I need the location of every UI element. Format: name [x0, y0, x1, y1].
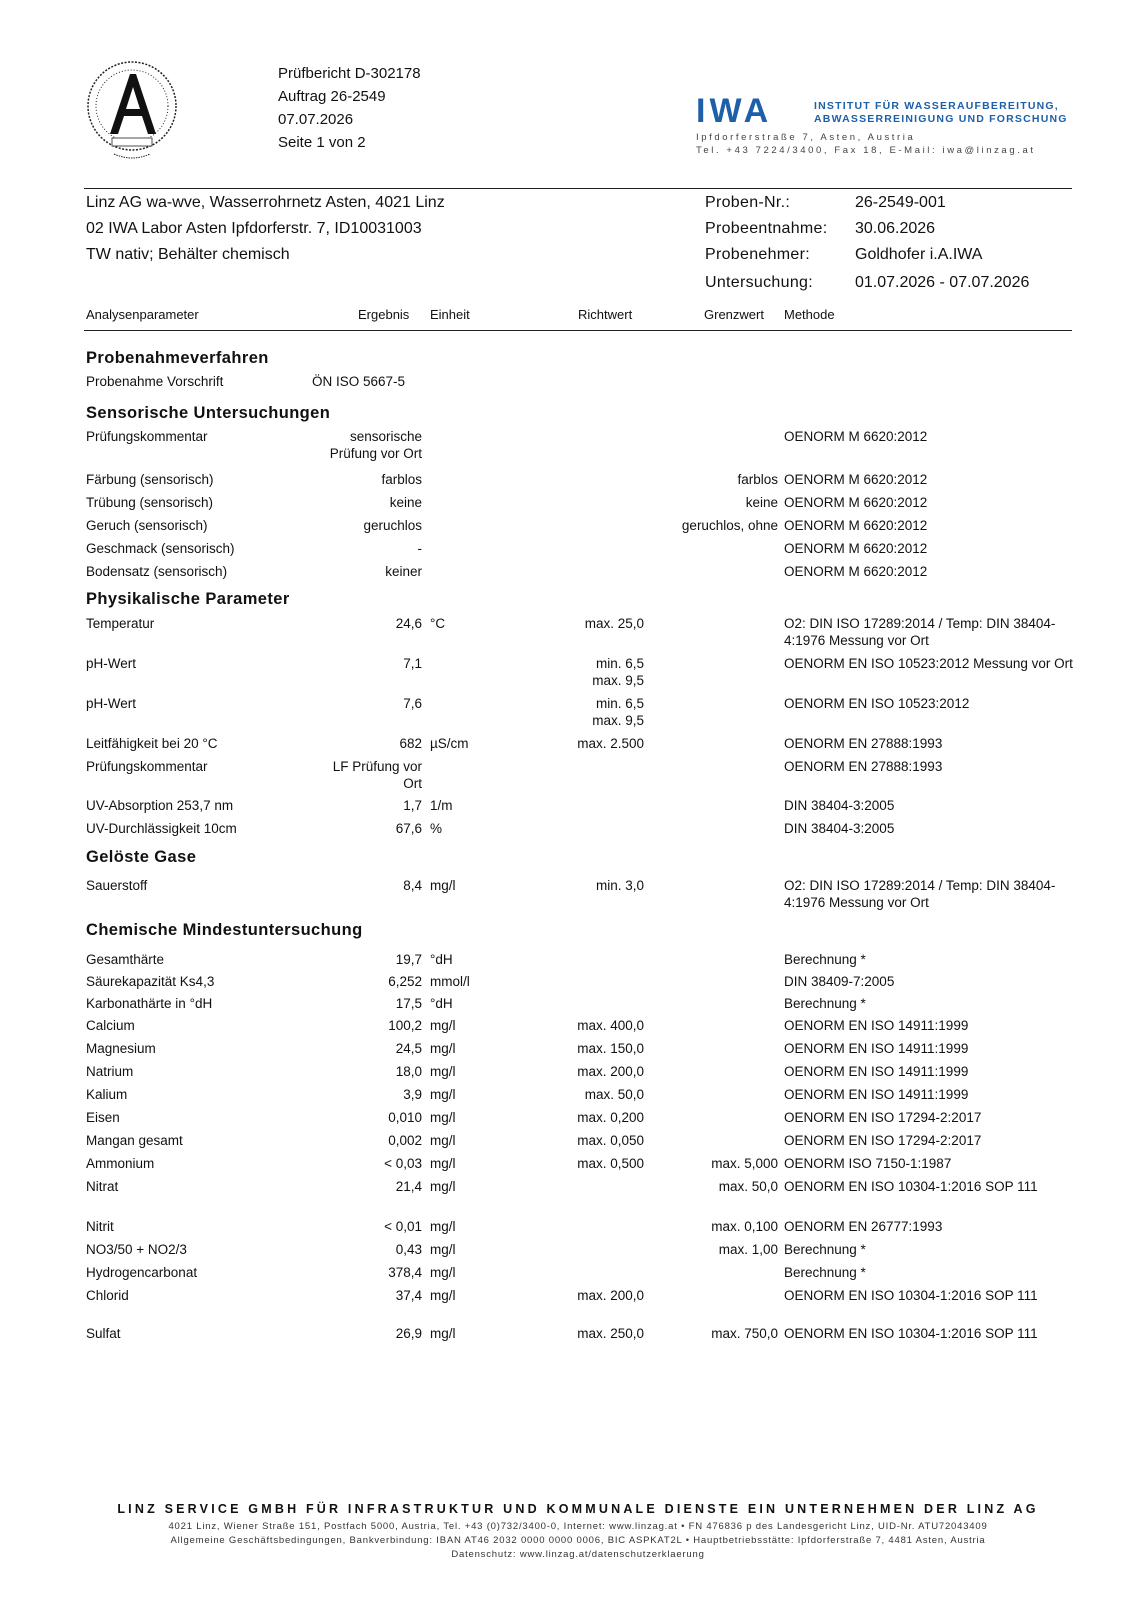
param-method: OENORM EN ISO 17294-2:2017	[784, 1133, 982, 1148]
iwa-address	[696, 131, 1036, 157]
param-grenzwert: geruchlos, ohne	[681, 518, 778, 533]
param-method: OENORM EN 27888:1993	[784, 736, 943, 751]
page-indicator: Seite 1 von 2	[278, 134, 366, 151]
param-unit: mg/l	[430, 1133, 456, 1148]
param-method: Berechnung *	[784, 996, 866, 1011]
param-richtwert: max. 0,200	[577, 1110, 644, 1125]
param-unit: µS/cm	[430, 736, 469, 751]
param-method: OENORM M 6620:2012	[784, 518, 928, 533]
footer-line-2: Allgemeine Geschäftsbedingungen, Bankverbindung: IBAN AT46 2032 0000 0000 0006, BIC ASPKAT2L • Hauptbetriebsstätte: Ipfdorferstraße 7, 4481 Asten, Austria	[170, 1535, 986, 1546]
param-method: O2: DIN ISO 17289:2014 / Temp: DIN 38404-4:1976 Messung vor Ort	[784, 878, 1056, 910]
param-method: OENORM ISO 7150-1:1987	[784, 1156, 952, 1171]
footer-line-3: Datenschutz: www.linzag.at/datenschutzerklaerung	[451, 1549, 705, 1560]
param-result: sensorische Prüfung vor Ort	[329, 429, 422, 461]
param-name: Chlorid	[86, 1288, 129, 1303]
param-richtwert: max. 0,050	[577, 1133, 644, 1148]
param-result: < 0,01	[384, 1219, 422, 1234]
param-unit: mg/l	[430, 1087, 456, 1102]
param-name: Geschmack (sensorisch)	[86, 541, 235, 556]
client-line-1: Linz AG wa-wve, Wasserrohrnetz Asten, 4021 Linz	[86, 194, 445, 211]
param-name: Probenahme Vorschrift	[86, 374, 224, 389]
report-number: Prüfbericht D-302178	[278, 65, 421, 82]
iwa-institute-line2: ABWASSERREINIGUNG UND FORSCHUNG	[814, 113, 1068, 125]
param-method: OENORM EN 26777:1993	[784, 1219, 943, 1234]
param-result: farblos	[381, 472, 422, 487]
param-result: geruchlos	[363, 518, 422, 533]
param-richtwert: max. 2.500	[577, 736, 644, 751]
param-unit: mg/l	[430, 1110, 456, 1125]
table-header-divider	[84, 330, 1072, 331]
probe-entnahme-label: Probeentnahme:	[705, 220, 828, 237]
param-unit: mg/l	[430, 1326, 456, 1341]
param-unit: %	[430, 821, 443, 836]
param-name: Säurekapazität Ks4,3	[86, 974, 215, 989]
param-name: pH-Wert	[86, 696, 137, 711]
param-name: Bodensatz (sensorisch)	[86, 564, 228, 579]
param-method: DIN 38409-7:2005	[784, 974, 895, 989]
page-footer	[84, 1502, 1072, 1562]
param-name: Ammonium	[86, 1156, 155, 1171]
param-result: 18,0	[395, 1064, 422, 1079]
param-result: 17,5	[395, 996, 422, 1011]
param-result: 0,002	[388, 1133, 422, 1148]
param-result: 37,4	[395, 1288, 422, 1303]
param-method: DIN 38404-3:2005	[784, 821, 895, 836]
probe-nehmer-label: Probenehmer:	[705, 246, 810, 263]
iwa-logo	[696, 94, 1072, 158]
param-result: 8,4	[403, 878, 422, 893]
param-result: 0,010	[388, 1110, 422, 1125]
param-method: OENORM EN ISO 10304-1:2016 SOP 111	[784, 1326, 1038, 1341]
param-result: 67,6	[395, 821, 422, 836]
col-method: Methode	[784, 307, 835, 322]
param-method: OENORM M 6620:2012	[784, 564, 928, 579]
param-name: Nitrit	[86, 1219, 114, 1234]
param-unit: mg/l	[430, 1219, 456, 1234]
param-method: Berechnung *	[784, 1242, 866, 1257]
param-richtwert: min. 3,0	[595, 878, 644, 893]
param-method: OENORM EN ISO 17294-2:2017	[784, 1110, 982, 1125]
param-name: Geruch (sensorisch)	[86, 518, 208, 533]
param-richtwert: min. 6,5 max. 9,5	[592, 656, 644, 688]
param-richtwert: max. 250,0	[577, 1326, 644, 1341]
param-name: Kalium	[86, 1087, 128, 1102]
param-richtwert: min. 6,5 max. 9,5	[592, 696, 644, 728]
param-unit: mg/l	[430, 1288, 456, 1303]
probe-nr-label: Proben-Nr.:	[705, 194, 791, 211]
param-name: Mangan gesamt	[86, 1133, 183, 1148]
param-richtwert: max. 150,0	[577, 1041, 644, 1056]
param-result: 378,4	[388, 1265, 422, 1280]
param-name: Leitfähigkeit bei 20 °C	[86, 736, 218, 751]
param-grenzwert: farblos	[737, 472, 778, 487]
param-grenzwert: keine	[745, 495, 778, 510]
param-unit: mg/l	[430, 1179, 456, 1194]
untersuchung-label: Untersuchung:	[705, 274, 813, 291]
param-method: OENORM EN ISO 10523:2012	[784, 696, 970, 711]
param-result: < 0,03	[384, 1156, 422, 1171]
param-richtwert: max. 200,0	[577, 1064, 644, 1079]
footer-line-1: 4021 Linz, Wiener Straße 151, Postfach 5000, Austria, Tel. +43 (0)732/3400-0, Internet: www.linzag.at • FN 476836 p des Landesgericht Linz, UID-Nr. ATU72043409	[168, 1521, 988, 1532]
param-method: OENORM M 6620:2012	[784, 495, 928, 510]
param-unit: mmol/l	[430, 974, 470, 989]
param-grenzwert: max. 1,00	[718, 1242, 778, 1257]
param-unit: mg/l	[430, 1242, 456, 1257]
param-name: Natrium	[86, 1064, 134, 1079]
param-name: Magnesium	[86, 1041, 156, 1056]
col-param: Analysenparameter	[86, 307, 199, 322]
iwa-institute-line1: INSTITUT FÜR WASSERAUFBEREITUNG,	[814, 100, 1059, 112]
param-name: Eisen	[86, 1110, 120, 1125]
param-unit: mg/l	[430, 1156, 456, 1171]
param-result: 24,6	[395, 616, 422, 631]
param-name: Temperatur	[86, 616, 155, 631]
param-method: DIN 38404-3:2005	[784, 798, 895, 813]
accreditation-logo	[84, 56, 180, 164]
param-name: Prüfungskommentar	[86, 759, 208, 774]
iwa-address-line2: Tel. +43 7224/3400, Fax 18, E-Mail: iwa@linzag.at	[696, 145, 1036, 156]
client-line-3: TW nativ; Behälter chemisch	[86, 246, 290, 263]
client-line-2: 02 IWA Labor Asten Ipfdorferstr. 7, ID10031003	[86, 220, 422, 237]
param-result: 7,6	[403, 696, 422, 711]
param-name: UV-Durchlässigkeit 10cm	[86, 821, 237, 836]
col-unit: Einheit	[430, 307, 470, 322]
param-unit: °C	[430, 616, 446, 631]
iwa-institute-name	[814, 100, 1068, 126]
untersuchung-value: 01.07.2026 - 07.07.2026	[855, 274, 1030, 291]
param-result: 0,43	[395, 1242, 422, 1257]
param-richtwert: max. 50,0	[584, 1087, 644, 1102]
param-method: OENORM EN ISO 14911:1999	[784, 1087, 969, 1102]
param-method: OENORM EN ISO 10304-1:2016 SOP 111	[784, 1288, 1038, 1303]
param-name: pH-Wert	[86, 656, 137, 671]
param-name: Sulfat	[86, 1326, 121, 1341]
param-unit: mg/l	[430, 1064, 456, 1079]
report-date: 07.07.2026	[278, 111, 354, 128]
param-name: Karbonathärte in °dH	[86, 996, 213, 1011]
param-name: Calcium	[86, 1018, 135, 1033]
param-richtwert: max. 200,0	[577, 1288, 644, 1303]
param-name: Hydrogencarbonat	[86, 1265, 198, 1280]
section-title: Gelöste Gase	[86, 848, 197, 866]
param-richtwert: max. 0,500	[577, 1156, 644, 1171]
param-name: Färbung (sensorisch)	[86, 472, 214, 487]
param-result: 682	[399, 736, 422, 751]
param-method: OENORM EN ISO 14911:1999	[784, 1018, 969, 1033]
section-title: Probenahmeverfahren	[86, 349, 269, 367]
iwa-wordmark: IWA	[696, 92, 773, 130]
param-name: UV-Absorption 253,7 nm	[86, 798, 234, 813]
param-unit: 1/m	[430, 798, 453, 813]
param-result: 24,5	[395, 1041, 422, 1056]
param-richtwert: max. 400,0	[577, 1018, 644, 1033]
param-unit: mg/l	[430, 1018, 456, 1033]
param-result: 100,2	[388, 1018, 422, 1033]
param-grenzwert: max. 750,0	[711, 1326, 778, 1341]
param-result: 26,9	[395, 1326, 422, 1341]
param-result: LF Prüfung vor Ort	[332, 759, 422, 791]
param-result: -	[417, 541, 422, 556]
param-method: Berechnung *	[784, 952, 866, 967]
param-result: ÖN ISO 5667-5	[312, 374, 406, 389]
param-result: 6,252	[388, 974, 422, 989]
param-name: Trübung (sensorisch)	[86, 495, 214, 510]
param-method: OENORM EN ISO 10523:2012 Messung vor Ort	[784, 656, 1073, 671]
section-title: Physikalische Parameter	[86, 590, 290, 608]
probe-nr-value: 26-2549-001	[855, 194, 946, 211]
param-richtwert: max. 25,0	[584, 616, 644, 631]
param-grenzwert: max. 0,100	[711, 1219, 778, 1234]
col-grenzwert: Grenzwert	[704, 307, 764, 322]
param-result: 7,1	[403, 656, 422, 671]
param-name: NO3/50 + NO2/3	[86, 1242, 187, 1257]
param-result: 21,4	[395, 1179, 422, 1194]
param-result: keine	[389, 495, 422, 510]
param-method: OENORM M 6620:2012	[784, 429, 928, 444]
param-unit: mg/l	[430, 878, 456, 893]
section-title: Sensorische Untersuchungen	[86, 404, 331, 422]
param-grenzwert: max. 50,0	[718, 1179, 778, 1194]
param-method: O2: DIN ISO 17289:2014 / Temp: DIN 38404-4:1976 Messung vor Ort	[784, 616, 1056, 648]
param-unit: mg/l	[430, 1041, 456, 1056]
param-grenzwert: max. 5,000	[711, 1156, 778, 1171]
col-result: Ergebnis	[358, 307, 410, 322]
param-method: OENORM EN ISO 14911:1999	[784, 1041, 969, 1056]
section-title: Chemische Mindestuntersuchung	[86, 921, 363, 939]
param-result: 19,7	[395, 952, 422, 967]
probe-nehmer-value: Goldhofer i.A.IWA	[855, 246, 983, 263]
param-unit: °dH	[430, 952, 453, 967]
param-method: Berechnung *	[784, 1265, 866, 1280]
param-unit: °dH	[430, 996, 453, 1011]
iwa-address-line1: Ipfdorferstraße 7, Asten, Austria	[696, 132, 916, 143]
param-method: OENORM EN ISO 14911:1999	[784, 1064, 969, 1079]
param-result: keiner	[385, 564, 422, 579]
param-unit: mg/l	[430, 1265, 456, 1280]
param-method: OENORM EN ISO 10304-1:2016 SOP 111	[784, 1179, 1038, 1194]
param-name: Prüfungskommentar	[86, 429, 208, 444]
param-method: OENORM M 6620:2012	[784, 472, 928, 487]
param-result: 3,9	[403, 1087, 422, 1102]
param-name: Gesamthärte	[86, 952, 165, 967]
order-number: Auftrag 26-2549	[278, 88, 386, 105]
param-method: OENORM M 6620:2012	[784, 541, 928, 556]
accreditation-seal-icon	[84, 56, 180, 164]
param-name: Nitrat	[86, 1179, 119, 1194]
param-method: OENORM EN 27888:1993	[784, 759, 943, 774]
probe-entnahme-value: 30.06.2026	[855, 220, 936, 237]
param-name: Sauerstoff	[86, 878, 148, 893]
footer-company: LINZ SERVICE GMBH FÜR INFRASTRUKTUR UND KOMMUNALE DIENSTE EIN UNTERNEHMEN DER LINZ AG	[117, 1502, 1039, 1516]
header-divider	[84, 188, 1072, 189]
param-result: 1,7	[403, 798, 422, 813]
col-richtwert: Richtwert	[578, 307, 633, 322]
